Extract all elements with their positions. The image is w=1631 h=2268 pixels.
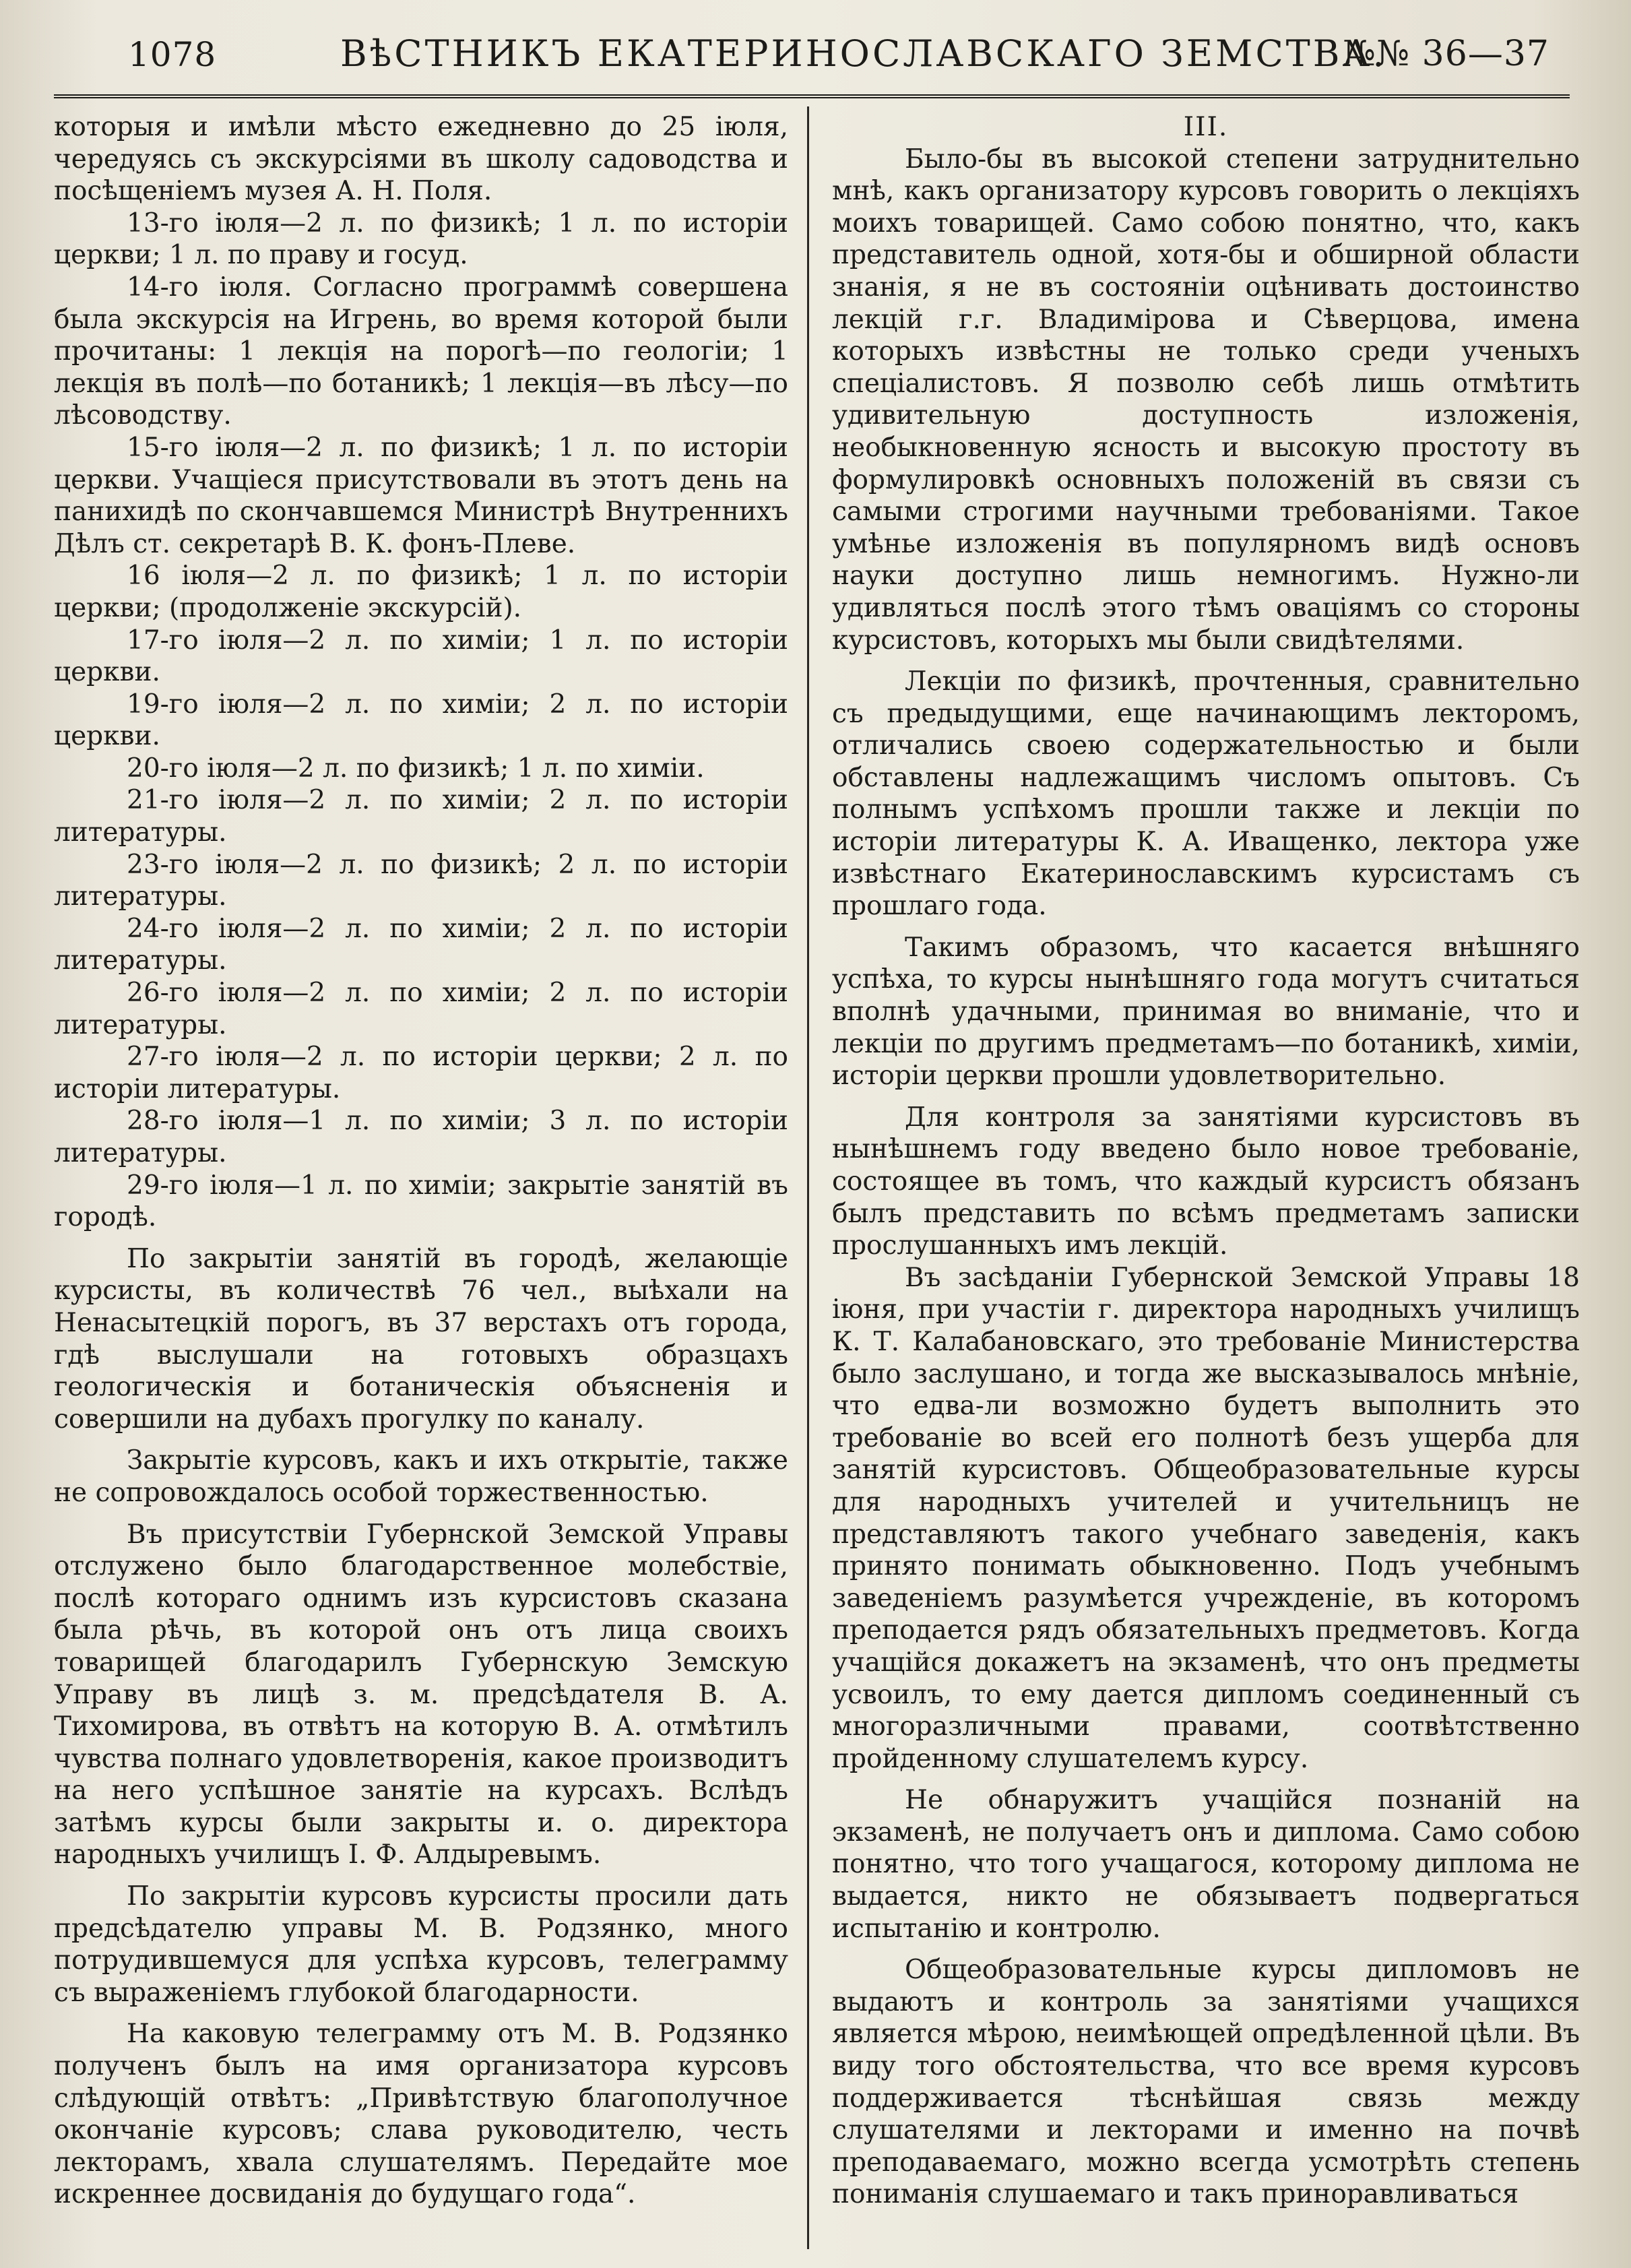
paragraph: Въ присутствіи Губернской Земской Управы отслужено было благодарственное молебствіе, послѣ котораго однимъ изъ курсистовъ сказана была рѣчь, въ которой онъ отъ лица своихъ товарищей благодарилъ Губернскую Земскую Управу въ лицѣ з. м. предсѣдателя В. А. Тихомирова, въ отвѣтъ на которую В. А. отмѣтилъ чувства полнаго удовлетворенія, какое производитъ на него успѣшное занятіе на курсахъ. Вслѣдъ затѣмъ курсы были закрыты и. о. директора народныхъ училищъ І. Ф. Алдыревымъ.: [54, 1519, 788, 1870]
page-number: 1078: [128, 35, 217, 74]
paragraph: 28-го іюля—1 л. по химіи; 3 л. по исторіи литературы.: [54, 1106, 788, 1168]
paragraph: 16 іюля—2 л. по физикѣ; 1 л. по исторіи церкви; (продолженіе экскурсій).: [54, 561, 788, 623]
paragraph: 26-го іюля—2 л. по химіи; 2 л. по исторіи литературы.: [54, 978, 788, 1040]
page-header: [128, 26, 1549, 86]
paragraph: Въ засѣданіи Губернской Земской Управы 18 іюня, при участіи г. директора народныхъ училищъ К. Т. Калабановскаго, это требованіе Министерства было заслушано, и тогда же высказывалось мнѣніе, что едва-ли возможно будетъ выполнить это требованіе во всей его полнотѣ безъ ущерба для занятій курсистовъ. Общеобразовательные курсы для народныхъ учителей и учительницъ не представляютъ такого учебнаго заведенія, какъ принято понимать обыкновенно. Подъ учебнымъ заведеніемъ разумѣется учрежденіе, въ которомъ преподается рядъ обязательныхъ предметовъ. Когда учащійся докажетъ на экзаменѣ, что онъ предметы усвоилъ, то ему дается дипломъ соединенный съ многоразличными правами, соотвѣтственно пройденному слушателемъ курсу.: [832, 1262, 1580, 1774]
paragraph: 15-го іюля—2 л. по физикѣ; 1 л. по исторіи церкви. Учащіеся присутствовали въ этотъ день на панихидѣ по скончавшемся Министрѣ Внутреннихъ Дѣлъ ст. секретарѣ В. К. фонъ-Плеве.: [54, 432, 788, 559]
paragraph: Было-бы въ высокой степени затруднительно мнѣ, какъ организатору курсовъ говорить о лекціяхъ моихъ товарищей. Само собою понятно, что, какъ представитель одной, хотя-бы и обширной области знанія, я не въ состояніи оцѣнивать достоинство лекцій г.г. Владимірова и Сѣверцова, имена которыхъ извѣстны не только среди ученыхъ спеціалистовъ. Я позволю себѣ лишь отмѣтить удивительную доступность изложенія, необыкновенную ясность и высокую простоту въ формулировкѣ основныхъ положеній въ связи съ самыми строгими научными требованіями. Такое умѣнье изложенія въ популярномъ видѣ основъ науки доступно лишь немногимъ. Нужно-ли удивляться послѣ этого тѣмъ оваціямъ со стороны курсистовъ, которыхъ мы были свидѣтелями.: [832, 144, 1580, 656]
paragraph: Для контроля за занятіями курсистовъ въ нынѣшнемъ году введено было новое требованіе, состоящее въ томъ, что каждый курсистъ обязанъ былъ представить по всѣмъ предметамъ записки прослушанныхъ имъ лекцій.: [832, 1102, 1580, 1261]
paragraph: 29-го іюля—1 л. по химіи; закрытіе занятій въ городѣ.: [54, 1170, 788, 1233]
paragraph: 19-го іюля—2 л. по химіи; 2 л. по исторіи церкви.: [54, 689, 788, 752]
paragraph: По закрытіи занятій въ городѣ, желающіе курсисты, въ количествѣ 76 чел., выѣхали на Ненасытецкій порогъ, въ 37 верстахъ отъ города, гдѣ выслушали на готовыхъ образцахъ геологическія и ботаническія объясненія и совершили на дубахъ прогулку по каналу.: [54, 1243, 788, 1435]
paragraph: 14-го іюля. Согласно программѣ совершена была экскурсія на Игрень, во время которой были прочитаны: 1 лекція на порогѣ—по геологіи; 1 лекція въ полѣ—по ботаникѣ; 1 лекція—въ лѣсу—по лѣсоводству.: [54, 272, 788, 431]
paragraph: которыя и имѣли мѣсто ежедневно до 25 іюля, чередуясь съ экскурсіями въ школу садоводства и посѣщеніемъ музея А. Н. Поля.: [54, 112, 788, 207]
paragraph: Такимъ образомъ, что касается внѣшняго успѣха, то курсы нынѣшняго года могутъ считаться вполнѣ удачными, принимая во вниманіе, что и лекціи по другимъ предметамъ—по ботаникѣ, химіи, исторіи церкви прошли удовлетворительно.: [832, 932, 1580, 1092]
section-number: III.: [1183, 112, 1229, 142]
right-column: [832, 111, 1580, 2211]
paragraph: 27-го іюля—2 л. по исторіи церкви; 2 л. по исторіи литературы.: [54, 1042, 788, 1104]
paragraph: 13-го іюля—2 л. по физикѣ; 1 л. по исторіи церкви; 1 л. по праву и госуд.: [54, 208, 788, 271]
journal-title: ВѣСТНИКЪ ЕКАТЕРИНОСЛАВСКАГО ЗЕМСТВА.: [340, 32, 1387, 75]
paragraph: По закрытіи курсовъ курсисты просили дать предсѣдателю управы М. В. Родзянко, много потрудившемуся для успѣха курсовъ, телеграмму съ выраженіемъ глубокой благодарности.: [54, 1881, 788, 2008]
paragraph: 21-го іюля—2 л. по химіи; 2 л. по исторіи литературы.: [54, 785, 788, 848]
header-rule: [54, 94, 1570, 98]
paragraph: Не обнаружитъ учащійся познаній на экзаменѣ, не получаетъ онъ и диплома. Само собою понятно, что того учащагося, которому диплома не выдается, никто не обязываетъ подвергаться испытанію и контролю.: [832, 1785, 1580, 1944]
paragraph: На каковую телеграмму отъ М. В. Родзянко полученъ былъ на имя организатора курсовъ слѣдующій отвѣтъ: „Привѣтствую благополучное окончаніе курсовъ; слава руководителю, честь лекторамъ, хвала слушателямъ. Передайте мое искреннее досвиданія до будущаго года“.: [54, 2019, 788, 2210]
column-divider: [807, 106, 809, 2249]
paragraph: Закрытіе курсовъ, какъ и ихъ открытіе, также не сопровождалось особой торжественностью.: [54, 1445, 788, 1508]
left-column: [54, 111, 788, 2211]
issue-number: №№ 36—37: [1342, 34, 1549, 74]
paragraph: 20-го іюля—2 л. по физикѣ; 1 л. по химіи.: [127, 753, 705, 784]
paragraph: Лекціи по физикѣ, прочтенныя, сравнительно съ предыдущими, еще начинающимъ лекторомъ, отличались своею содержательностью и были обставлены надлежащимъ числомъ опытовъ. Съ полнымъ успѣхомъ прошли также и лекціи по исторіи литературы К. А. Иващенко, лектора уже извѣстнаго Екатеринославскимъ курсистамъ съ прошлаго года.: [832, 666, 1580, 922]
paragraph: Общеобразовательные курсы дипломовъ не выдаютъ и контроль за занятіями учащихся является мѣрою, неимѣющей опредѣленной цѣли. Въ виду того обстоятельства, что все время курсовъ поддерживается тѣснѣйшая связь между слушателями и лекторами и именно на почвѣ преподаваемаго, можно всегда усмотрѣть степень пониманія слушаемаго и такъ приноравливаться: [832, 1955, 1580, 2210]
paragraph: 17-го іюля—2 л. по химіи; 1 л. по исторіи церкви.: [54, 625, 788, 688]
paragraph: 24-го іюля—2 л. по химіи; 2 л. по исторіи литературы.: [54, 913, 788, 976]
paragraph: 23-го іюля—2 л. по физикѣ; 2 л. по исторіи литературы.: [54, 849, 788, 912]
